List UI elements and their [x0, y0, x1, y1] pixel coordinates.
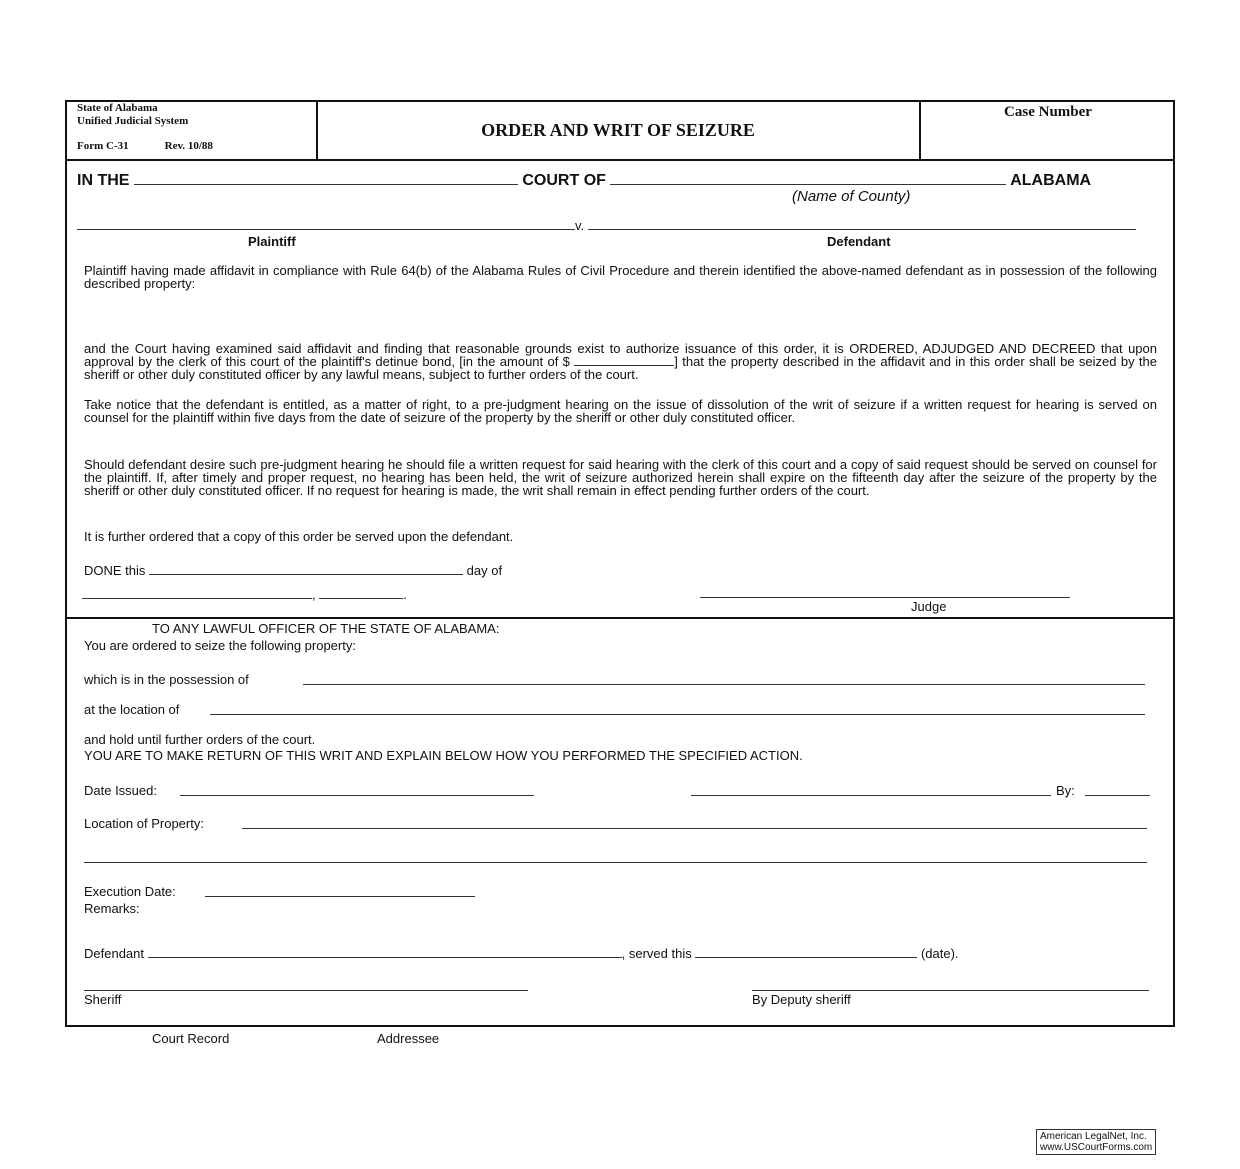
form-id	[77, 140, 213, 152]
defendant-served-label: Defendant	[84, 946, 144, 961]
period: .	[403, 587, 407, 602]
location-label: at the location of	[84, 702, 180, 717]
by-label: By:	[1056, 783, 1075, 798]
bond-amount-field[interactable]	[574, 355, 674, 366]
location-of-property-label: Location of Property:	[84, 816, 204, 831]
plaintiff-label: Plaintiff	[248, 234, 296, 249]
publisher-url: www.USCourtForms.com	[1040, 1142, 1153, 1153]
sheriff-label: Sheriff	[84, 992, 122, 1007]
date-label: (date).	[920, 946, 959, 961]
form-title: ORDER AND WRIT OF SEIZURE	[481, 120, 755, 140]
location-of-property-field-2[interactable]	[84, 862, 1147, 863]
defendant-label: Defendant	[827, 234, 891, 249]
remarks-label: Remarks:	[84, 901, 140, 916]
addressee-label: Addressee	[377, 1031, 440, 1046]
location-of-property-field[interactable]	[242, 828, 1147, 829]
done-this-label: DONE this	[84, 563, 146, 578]
versus-label: v.	[575, 218, 585, 233]
court-record-label: Court Record	[152, 1031, 230, 1046]
by-field[interactable]	[1085, 795, 1150, 796]
court-of-label: COURT OF	[522, 172, 606, 189]
month-field[interactable]	[82, 587, 312, 599]
done-this-row	[84, 563, 502, 578]
to-officer: TO ANY LAWFUL OFFICER OF THE STATE OF ALABAMA:	[152, 621, 500, 636]
order-text-cont: ] that the property described in the affidavit and in this order shall be seized by the sheriff or other duly constituted officer by any lawful means, subject to further orders of the court.	[84, 354, 1157, 382]
date-issued-label: Date Issued:	[84, 783, 157, 798]
alabama-label: ALABAMA	[1010, 172, 1092, 189]
date-issued-field[interactable]	[180, 795, 534, 796]
issuer-signature-field[interactable]	[691, 795, 1051, 796]
defendant-served-field[interactable]	[148, 946, 622, 958]
day-of-label: day of	[466, 563, 503, 578]
comma: ,	[312, 587, 316, 602]
return-instruction: YOU ARE TO MAKE RETURN OF THIS WRIT AND EXPLAIN BELOW HOW YOU PERFORMED THE SPECIFIED ACTION.	[84, 748, 803, 763]
date-row	[82, 587, 407, 602]
in-the-label: IN THE	[77, 172, 130, 189]
day-field[interactable]	[149, 563, 463, 575]
hearing-paragraph: Should defendant desire such pre-judgment hearing he should file a written request for said hearing with the clerk of this court and a copy of said request should be served on counsel for the plaintiff. If, after timely and proper request, no hearing has been held, the writ of seizure authorized herein shall expire on the fifteenth day after the seizure of the property by the sheriff or other duly constituted officer. If no request for hearing is made, the writ shall remain in effect pending further orders of the court.	[84, 457, 1157, 498]
affidavit-paragraph: Plaintiff having made affidavit in compliance with Rule 64(b) of the Alabama Rules of Civil Procedure and therein identified the above-named defendant as in possession of the following described property:	[84, 263, 1157, 291]
form-number: Form C-31	[77, 140, 129, 152]
order-paragraph	[84, 342, 1157, 381]
possession-label: which is in the possession of	[84, 672, 249, 687]
publisher-badge	[1036, 1129, 1156, 1155]
year-field[interactable]	[319, 587, 403, 599]
seize-instruction: You are ordered to seize the following property:	[84, 638, 356, 653]
case-number-label: Case Number	[1004, 104, 1092, 120]
court-info	[77, 102, 188, 128]
publisher-name: American LegalNet, Inc.	[1040, 1131, 1147, 1142]
court-name-field[interactable]	[134, 173, 518, 185]
section-divider	[65, 617, 1175, 619]
system-label: Unified Judicial System	[77, 115, 189, 127]
sheriff-signature-line[interactable]	[84, 990, 528, 991]
deputy-signature-line[interactable]	[752, 990, 1149, 991]
plaintiff-field[interactable]	[77, 218, 575, 230]
court-caption	[77, 172, 1091, 190]
served-date-field[interactable]	[695, 946, 917, 958]
judge-signature-line[interactable]	[700, 597, 1070, 598]
location-field[interactable]	[210, 714, 1145, 715]
state-label: State of Alabama	[77, 102, 158, 114]
parties-row	[77, 218, 1136, 233]
service-order: It is further ordered that a copy of this order be served upon the defendant.	[84, 529, 514, 544]
header-divider	[65, 159, 1175, 161]
judge-label: Judge	[911, 599, 947, 614]
county-field[interactable]	[610, 173, 1006, 185]
execution-date-label: Execution Date:	[84, 884, 176, 899]
served-this-label: , served this	[621, 946, 692, 961]
hold-text: and hold until further orders of the court.	[84, 732, 316, 747]
defendant-field[interactable]	[588, 218, 1136, 230]
served-row	[84, 946, 959, 961]
deputy-label: By Deputy sheriff	[752, 992, 851, 1007]
form-revision: Rev. 10/88	[164, 140, 213, 152]
execution-date-field[interactable]	[205, 896, 475, 897]
notice-paragraph: Take notice that the defendant is entitled, as a matter of right, to a pre-judgment hearing on the issue of dissolution of the writ of seizure if a written request for hearing is served on counsel for the plaintiff within five days from the date of seizure of the property by the sheriff or other duly constituted officer.	[84, 397, 1157, 425]
order-text: and the Court having examined said affidavit and finding that reasonable grounds exist to authorize issuance of this order, it is ORDERED, ADJUDGED AND DECREED that upon approval by the clerk of this court of the plaintiff's detinue bond, [in the amount of $	[84, 341, 1157, 369]
possession-field[interactable]	[303, 684, 1145, 685]
county-hint: (Name of County)	[792, 188, 911, 205]
